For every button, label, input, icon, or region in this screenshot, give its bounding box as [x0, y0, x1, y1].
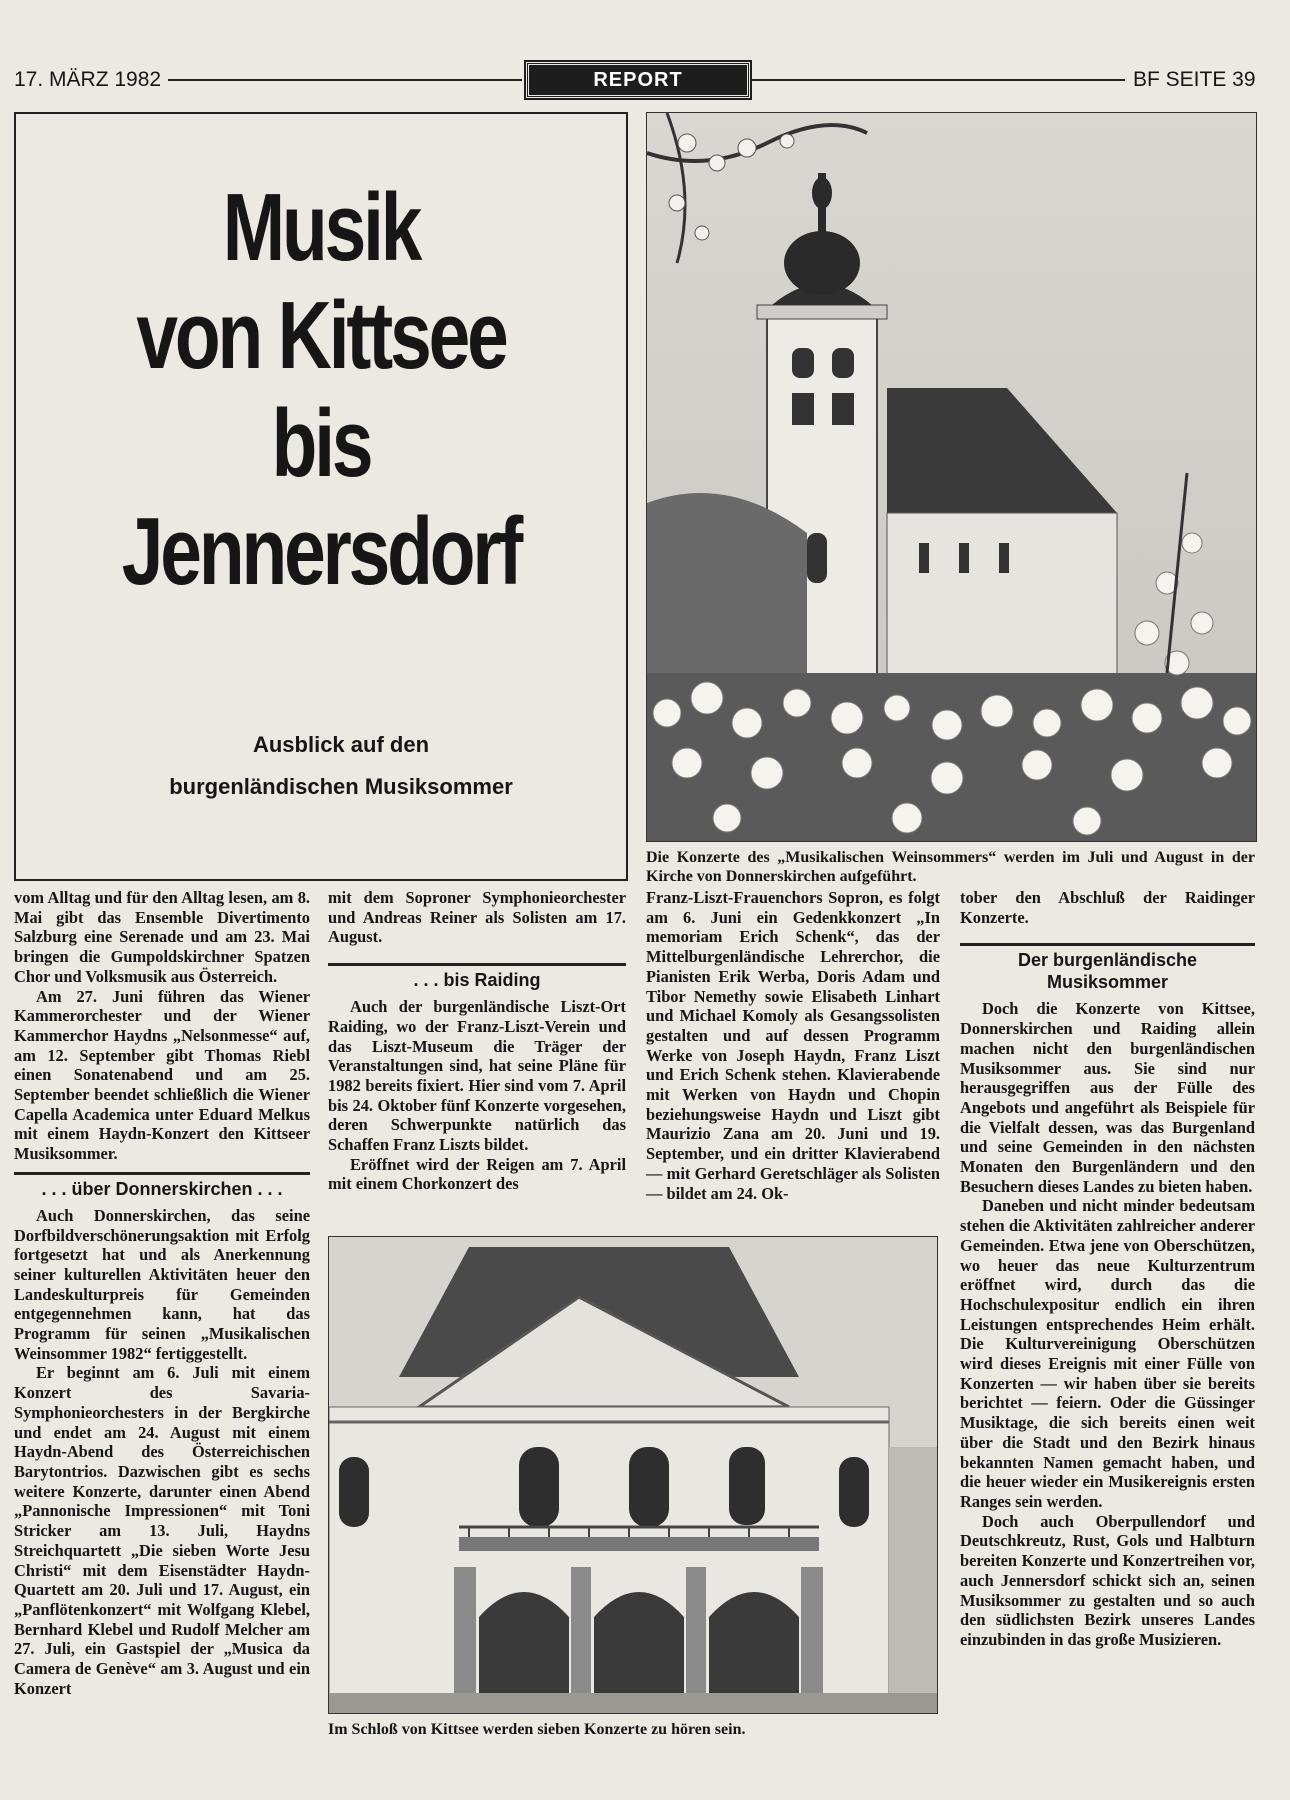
col1-paragraph-4: Er beginnt am 6. Juli mit einem Konzert des Savaria-Symphonieorchesters in der Bergkirche und endet am 24. August mit einem Haydn-Abend des Österreichischen Barytontrios. Dazwischen gibt es sechs weitere Konzerte, darunter einen Abend „Pannonische Impressionen“ mit Toni Stricker am 13. Juli, Haydns Streichquartett „Die sieben Worte Jesu Christi“ mit dem Eisenstädter Haydn-Quartett am 20. Juli und 17. August, ein „Panflötenkonzert“ mit Wolfgang Klebel, Bernhard Klebel und Rudolf Melcher am 27. Juli, ein Gastspiel der „Musica da Camera de Genève“ am 3. August und ein Konzert — [14, 1363, 310, 1698]
issue-date: 17. MÄRZ 1982 — [14, 68, 162, 91]
column-1 — [14, 888, 310, 1698]
headline — [83, 174, 559, 606]
col1-paragraph-2: Am 27. Juni führen das Wiener Kammerorchester und der Wiener Kammerchor Haydns „Nelsonmesse“ auf, am 12. September gibt Thomas Riebl einen Sonatenabend und am 25. September beendet schließlich die Wiener Capella Academica unter Eduard Melkus mit einem Haydn-Konzert den Kittseer Musiksommer. — [14, 986, 310, 1164]
headline-line-3: bis — [271, 390, 371, 497]
col2-paragraph-2: Auch der burgenländische Liszt-Ort Raiding, wo der Franz-Liszt-Verein und das Liszt-Museum die Träger der Veranstaltungen sind, hat seine Pläne für 1982 bereits fixiert. Hier sind vom 7. April bis 24. Oktober fünf Konzerte vorgesehen, deren Schwerpunkte natürlich das Schaffen Franz Liszts bildet. — [328, 997, 626, 1155]
col1-section-heading: . . . über Donnerskirchen . . . — [14, 1172, 310, 1200]
subhead-line-1: Ausblick auf den — [252, 732, 430, 757]
header-rule-right — [750, 79, 1125, 81]
castle-photo-art — [329, 1237, 937, 1713]
page-number: BF SEITE 39 — [1133, 68, 1256, 91]
col4-paragraph-2: Doch die Konzerte von Kittsee, Donnerskirchen und Raiding allein machen nicht den burgenländischen Musiksommer aus. Sie sind nur herausgegriffen aus der Fülle des Angebots und angeführt als Beispiele für die Vielfalt dessen, was das Burgenland und seine Gemeinden in den nächsten Monaten den Burgenländern und den Besuchern dieses Landes zu bieten haben. — [960, 999, 1255, 1196]
headline-line-1: Musik — [222, 174, 420, 281]
column-4 — [960, 888, 1255, 1650]
church-photo — [646, 112, 1257, 842]
column-2 — [328, 888, 626, 1194]
subhead-line-2: burgenländischen Musiksommer — [169, 774, 513, 799]
castle-photo — [328, 1236, 938, 1714]
column-3 — [646, 888, 940, 1203]
col4-paragraph-3: Daneben und nicht minder bedeutsam stehen die Aktivitäten zahlreicher anderer Gemeinden. Etwa jene von Oberschützen, wo heuer das neue Kulturzentrum eröffnet wird, durch das die Hochschulexpositur endlich ein ihren Leistungen entsprechendes Heim erhält. Die Kulturvereinigung Oberschützen wird dieses Ereignis mit einer Fülle von Konzerten — wir haben über sie bereits berichtet — feiern. Oder die Güssinger Musiktage, die sich bereits einen weit über die Stadt und den Bezirk hinaus bekannten Namen gemacht haben, und die heuer wieder ein Musikereignis ersten Ranges sein werden. — [960, 1196, 1255, 1511]
col2-paragraph-3: Eröffnet wird der Reigen am 7. April mit einem Chorkonzert des — [328, 1154, 626, 1194]
col4-paragraph-4: Doch auch Oberpullendorf und Deutschkreutz, Rust, Gols und Halbturn bereiten Konzerte und Konzertreihen vor, auch Jennersdorf schickt sich an, seinen Musiksommer zu gestalten und so auch den südlichsten Bezirk unseres Landes einzubinden in das große Musizieren. — [960, 1511, 1255, 1649]
header-rule-left — [168, 79, 522, 81]
col4-section-heading: Der burgenländische Musiksommer — [960, 943, 1255, 993]
col2-paragraph-1: mit dem Soproner Symphonieorchester und Andreas Reiner als Solisten am 17. August. — [328, 888, 626, 947]
castle-caption: Im Schloß von Kittsee werden sieben Konzerte zu hören sein. — [328, 1721, 746, 1738]
church-caption: Die Konzerte des „Musikalischen Weinsommers“ werden im Juli und August in der Kirche von Donnerskirchen aufgeführt. — [646, 849, 1255, 885]
subheadline — [56, 724, 626, 808]
headline-line-4: Jennersdorf — [121, 498, 521, 605]
col3-paragraph-1: Franz-Liszt-Frauenchors Sopron, es folgt am 6. Juni ein Gedenkkonzert „In memoriam Erich Schenk“, das der Mittelburgenländische Lehrerchor, die Pianisten Erik Werba, Doris Adam und Tibor Nemethy sowie Elisabeth Linhart und Michael Komoly als Gesangssolisten gestalten und auf dessen Programm Werke von Joseph Haydn, Franz Liszt und Erich Schenk stehen. Klavierabende mit Werken von Haydn und Chopin beziehungsweise Haydn und Liszt gibt Maurizio Zana am 20. Juni und 19. September, und ein dritter Klavierabend — mit Gerhard Geretschläger als Solisten — bildet am 24. Ok- — [646, 888, 940, 1203]
title-box — [14, 112, 628, 881]
col1-paragraph-1: vom Alltag und für den Alltag lesen, am 8. Mai gibt das Ensemble Divertimento Salzburg eine Serenade und am 23. Mai bringen die Gumpoldskirchner Spatzen Chor und Volksmusik aus Österreich. — [14, 888, 310, 986]
col4-paragraph-1: tober den Abschluß der Raidinger Konzerte. — [960, 888, 1255, 927]
col2-section-heading: . . . bis Raiding — [328, 963, 626, 991]
headline-line-2: von Kittsee — [136, 282, 506, 389]
church-photo-art — [647, 113, 1256, 841]
col1-paragraph-3: Auch Donnerskirchen, das seine Dorfbildverschönerungsaktion mit Erfolg fortgesetzt hat und als Anerkennung seiner kulturellen Aktivitäten heuer den Landeskulturpreis für Gemeinden entgegennehmen kann, hat das Programm für seinen „Musikalischen Weinsommer 1982“ fertiggestellt. — [14, 1205, 310, 1363]
section-label: REPORT — [526, 62, 750, 98]
